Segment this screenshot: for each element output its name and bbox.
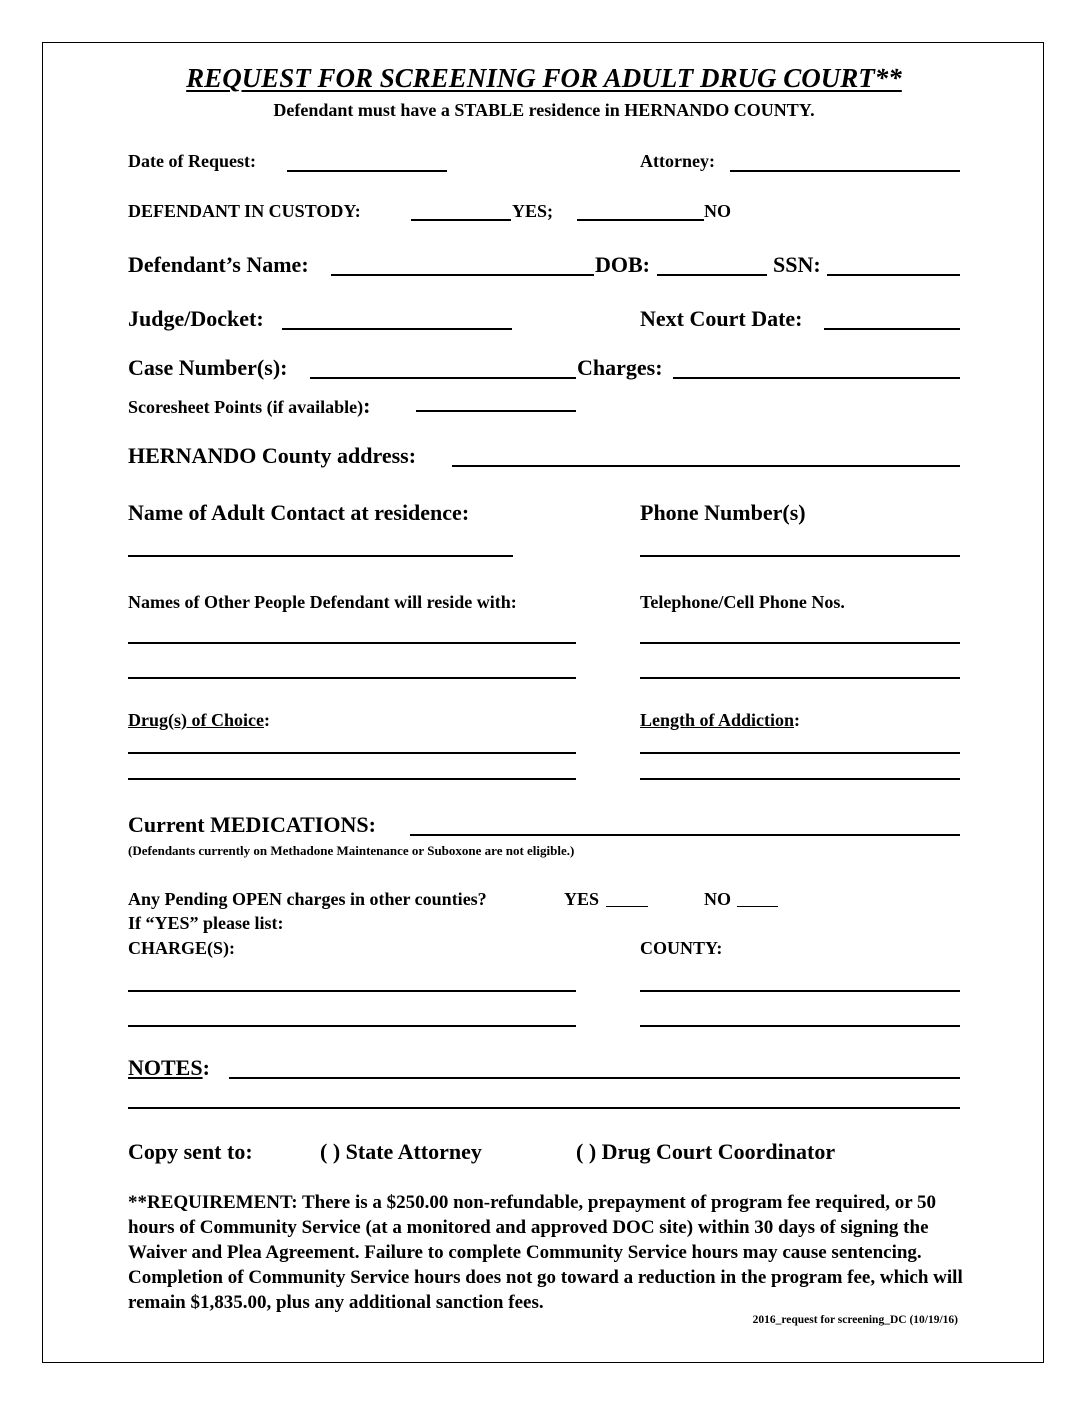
pending-charges-label: Any Pending OPEN charges in other counties? (128, 889, 487, 909)
drugs-of-choice-label: Drug(s) of Choice: (128, 710, 270, 730)
current-medications-field[interactable] (410, 834, 960, 836)
copy-sent-label: Copy sent to: (128, 1139, 253, 1164)
attorney-field[interactable] (730, 170, 960, 172)
case-numbers-label: Case Number(s): (128, 355, 288, 380)
county-list-field-2[interactable] (640, 1025, 960, 1027)
scoresheet-points-field[interactable] (416, 410, 576, 412)
form-subtitle: Defendant must have a STABLE residence in HERNANDO COUNTY. (273, 100, 815, 120)
requirement-text: **REQUIREMENT: There is a $250.00 non-refundable, prepayment of program fee required, or 50 hours of Community Service (at a monitored and approved DOC site) within 30 days of signing the Waiver and Plea Agreement. Failure to complete Community Service hours may cause sentencing. Completion of Community Service hours does not go toward a reduction in the program fee, which will remain $1,835.00, plus any additional sanction fees. (128, 1192, 963, 1313)
telephone-cell-label: Telephone/Cell Phone Nos. (640, 592, 845, 612)
length-of-addiction-field-1[interactable] (640, 752, 960, 754)
notes-label: NOTES: (128, 1055, 210, 1080)
date-of-request-label: Date of Request: (128, 151, 256, 171)
pending-yes-label: YES (564, 889, 600, 909)
notes-field-2[interactable] (128, 1107, 960, 1109)
length-of-addiction-label: Length of Addiction: (640, 710, 801, 730)
other-people-field-2[interactable] (128, 677, 576, 679)
defendant-name-label: Defendant’s Name: (128, 252, 309, 277)
judge-docket-field[interactable] (282, 328, 512, 330)
form-footer: 2016_request for screening_DC (10/19/16) (752, 1314, 958, 1326)
phone-numbers-label: Phone Number(s) (640, 500, 806, 525)
state-attorney-checkbox[interactable]: ( ) State Attorney (320, 1139, 482, 1164)
telephone-cell-field-2[interactable] (640, 677, 960, 679)
county-address-label: HERNANDO County address: (128, 443, 417, 468)
pending-no-label: NO (704, 889, 731, 909)
next-court-date-field[interactable] (824, 328, 960, 330)
pending-no-field[interactable] (737, 906, 778, 907)
defendant-name-field[interactable] (331, 274, 594, 276)
telephone-cell-field-1[interactable] (640, 642, 960, 644)
date-of-request-field[interactable] (287, 170, 447, 172)
attorney-label: Attorney: (640, 151, 715, 171)
charges-list-field-1[interactable] (128, 990, 576, 992)
charges-label: Charges: (577, 355, 663, 380)
ssn-field[interactable] (827, 274, 960, 276)
adult-contact-field[interactable] (128, 555, 513, 557)
adult-contact-label: Name of Adult Contact at residence: (128, 500, 470, 525)
in-custody-no-field[interactable] (577, 219, 704, 221)
charges-list-field-2[interactable] (128, 1025, 576, 1027)
other-people-field-1[interactable] (128, 642, 576, 644)
scoresheet-points-label: Scoresheet Points (if available): (128, 393, 371, 418)
in-custody-label: DEFENDANT IN CUSTODY: (128, 201, 361, 221)
coordinator-checkbox[interactable]: ( ) Drug Court Coordinator (576, 1139, 836, 1164)
notes-field-1[interactable] (229, 1077, 960, 1079)
pending-yes-field[interactable] (606, 906, 648, 907)
if-yes-label: If “YES” please list: (128, 913, 284, 933)
medications-note: (Defendants currently on Methadone Maintenance or Suboxone are not eligible.) (128, 843, 575, 858)
charges-list-label: CHARGE(S): (128, 938, 235, 958)
county-list-field-1[interactable] (640, 990, 960, 992)
in-custody-no-label: NO (704, 201, 731, 221)
form-title: REQUEST FOR SCREENING FOR ADULT DRUG COURT** (186, 63, 902, 93)
drugs-of-choice-field-2[interactable] (128, 778, 576, 780)
length-of-addiction-field-2[interactable] (640, 778, 960, 780)
dob-label: DOB: (595, 252, 650, 277)
ssn-label: SSN: (773, 252, 821, 277)
case-numbers-field[interactable] (310, 377, 576, 379)
county-list-label: COUNTY: (640, 938, 723, 958)
in-custody-yes-label: YES; (512, 201, 554, 221)
charges-field[interactable] (673, 377, 960, 379)
other-people-label: Names of Other People Defendant will reside with: (128, 592, 517, 612)
dob-field[interactable] (657, 274, 767, 276)
current-medications-label: Current MEDICATIONS: (128, 812, 376, 837)
judge-docket-label: Judge/Docket: (128, 306, 264, 331)
county-address-field[interactable] (452, 465, 960, 467)
in-custody-yes-field[interactable] (411, 219, 511, 221)
phone-numbers-field[interactable] (640, 555, 960, 557)
drugs-of-choice-field-1[interactable] (128, 752, 576, 754)
next-court-date-label: Next Court Date: (640, 306, 803, 331)
